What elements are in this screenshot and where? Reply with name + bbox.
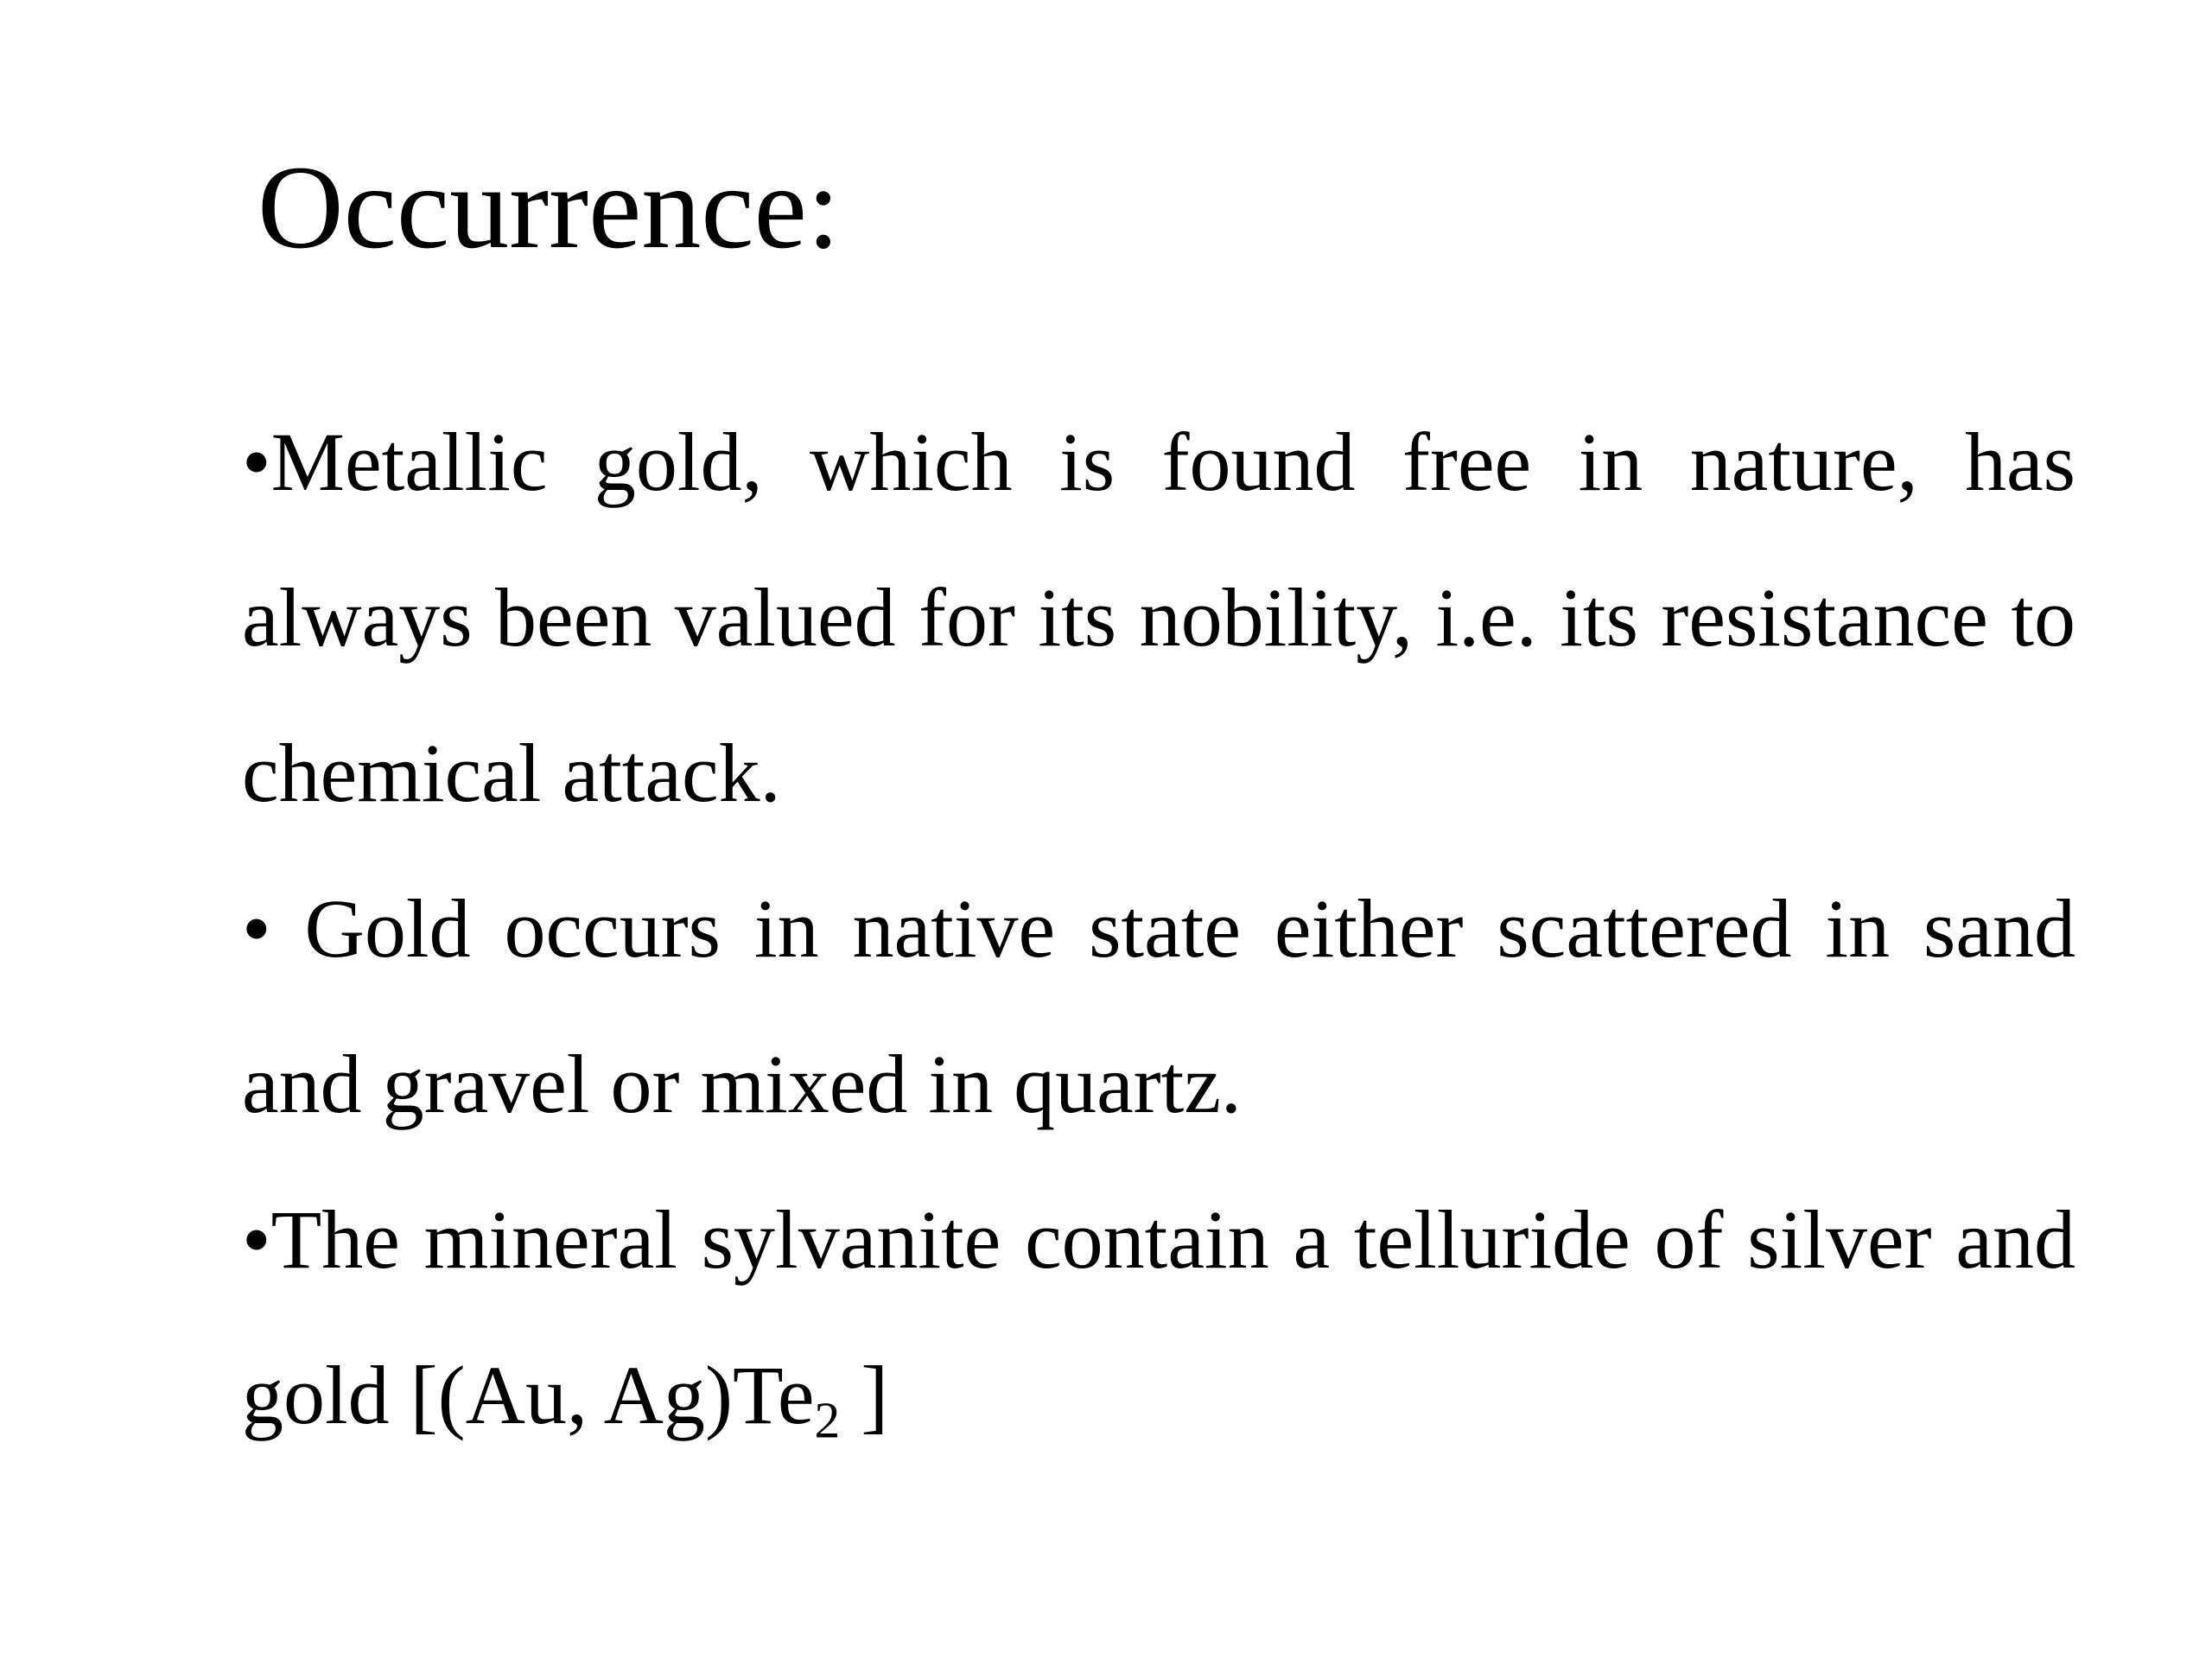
bullet-marker: • (242, 1193, 271, 1286)
bullet-text: Metallic gold, which is found free in nature, has always been valued for its nobility, i.e. its resistance to chemical attack. (242, 416, 2075, 819)
bullet-text: The mineral sylvanite contain a telluride of silver and gold [(Au, Ag)Te (242, 1193, 2075, 1441)
slide-title: Occurrence: (257, 141, 841, 273)
bullet-marker: • (242, 882, 305, 975)
bullet-list (242, 385, 2075, 1473)
bullet-item (242, 385, 2075, 851)
bullet-item (242, 851, 2075, 1162)
formula-subscript: 2 (814, 1391, 841, 1449)
bullet-text: Gold occurs in native state either scattered in sand and gravel or mixed in quartz. (242, 882, 2076, 1130)
formula-close: ] (840, 1349, 889, 1441)
bullet-item (242, 1162, 2075, 1473)
bullet-marker: • (242, 416, 271, 508)
